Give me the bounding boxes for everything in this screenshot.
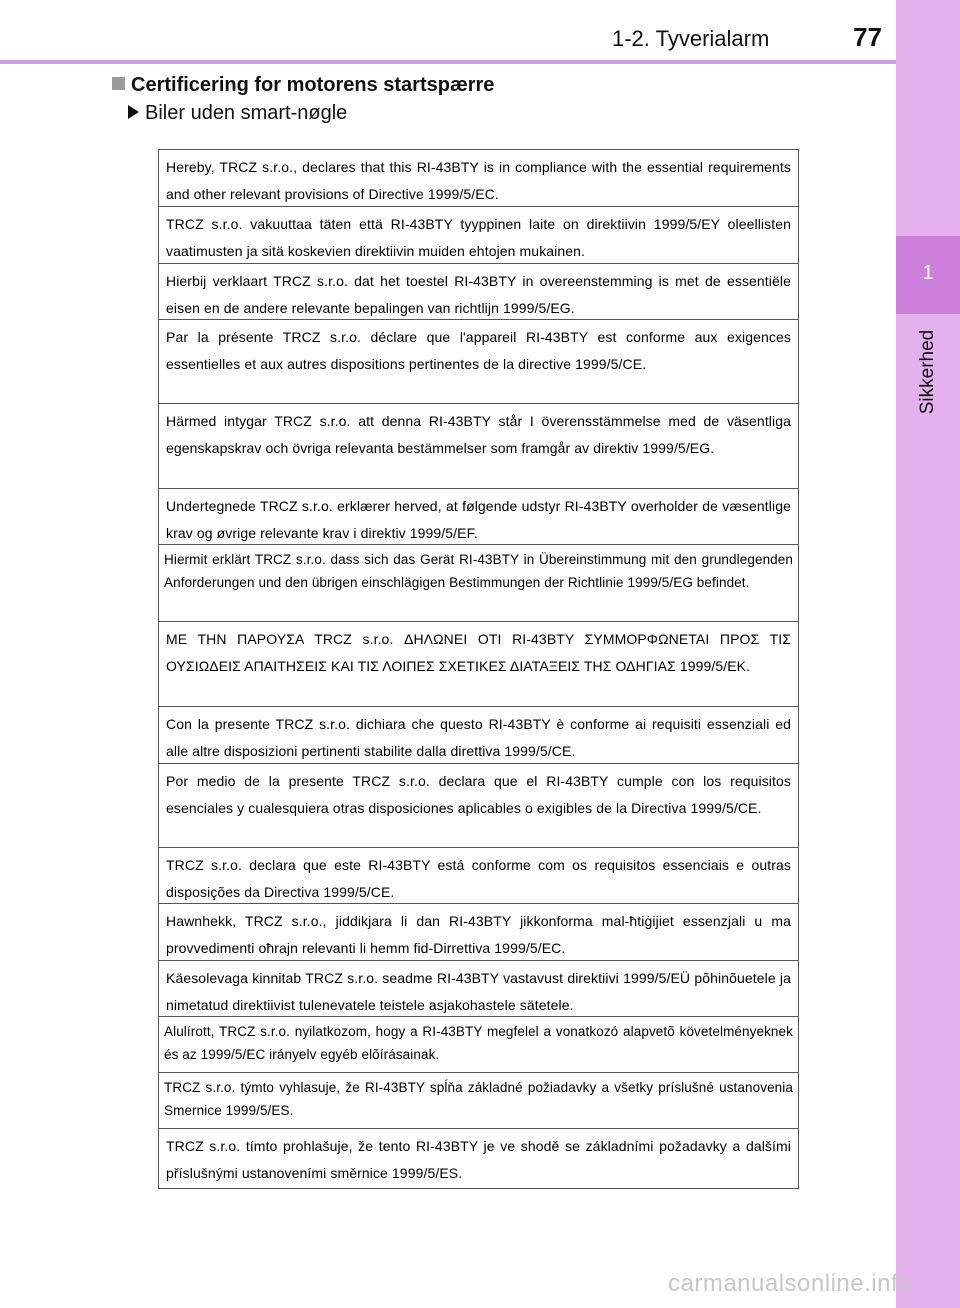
page-number: 77: [853, 22, 882, 52]
declaration-text: Hiermit erklärt TRCZ s.r.o. dass sich das Gerät RI-43BTY in Übereinstimmung mit den grundlegenden Anforderungen und den übrigen einschlägigen Bestimmungen der Richtlinie 1999/5/EG befindet.: [164, 552, 793, 590]
declaration-text: Undertegnede TRCZ s.r.o. erklærer herved, at følgende udstyr RI-43BTY overholder de væsentlige krav og øvrige relevante krav i direktiv 1999/5/EF.: [166, 498, 791, 541]
header-rule: [0, 60, 896, 64]
declaration-row-de: [159, 545, 798, 622]
declaration-row-da: [159, 489, 798, 545]
declaration-row-hu: [159, 1017, 798, 1073]
declaration-text: Par la présente TRCZ s.r.o. déclare que l'appareil RI-43BTY est conforme aux exigences essentielles et aux autres dispositions pertinentes de la directive 1999/5/CE.: [166, 329, 791, 372]
declaration-text: Hereby, TRCZ s.r.o., declares that this RI-43BTY is in compliance with the essential requirements and other relevant provisions of Directive 1999/5/EC.: [166, 159, 791, 202]
declaration-row-en: [159, 150, 798, 207]
declaration-text: TRCZ s.r.o. declara que este RI-43BTY está conforme com os requisitos essenciais e outras disposições da Directiva 1999/5/CE.: [166, 857, 791, 900]
section-heading-text: Certificering for motorens startspærre: [131, 74, 495, 96]
declaration-text: Por medio de la presente TRCZ s.r.o. declara que el RI-43BTY cumple con los requisitos esenciales y cualesquiera otras disposiciones aplicables o exigibles de la Directiva 1999/5/CE.: [166, 773, 791, 816]
section-heading: [112, 74, 494, 97]
declaration-text: Härmed intygar TRCZ s.r.o. att denna RI-43BTY står I överensstämmelse med de väsentliga egenskapskrav och övriga relevanta bestämmelser som framgår av direktiv 1999/5/EG.: [166, 413, 791, 456]
declaration-text: Hierbij verklaart TRCZ s.r.o. dat het toestel RI-43BTY in overeenstemming is met de essentiële eisen en de andere relevante bepalingen van richtlijn 1999/5/EG.: [166, 273, 791, 316]
declaration-text: ΜΕ ΤΗΝ ΠΑΡΟΥΣΑ TRCZ s.r.o. ΔΗΛΩΝΕΙ ΟΤΙ RI-43BTY ΣΥΜΜΟΡΦΩΝΕΤΑΙ ΠΡΟΣ ΤΙΣ ΟΥΣΙΩΔΕΙΣ ΑΠΑΙΤΗΣΕΙΣ ΚΑΙ ΤΙΣ ΛΟΙΠΕΣ ΣΧΕΤΙΚΕΣ ΔΙΑΤΑΞΕΙΣ ΤΗΣ ΟΔΗΓΙΑΣ 1999/5/ΕΚ.: [166, 631, 791, 674]
chapter-tab-strip: [896, 0, 960, 1308]
declaration-row-es: [159, 764, 798, 848]
declaration-row-sk: [159, 1073, 798, 1129]
section-title: 1-2. Tyverialarm: [612, 26, 770, 51]
declaration-text: TRCZ s.r.o. týmto vyhlasuje, že RI-43BTY spĺňa základné požiadavky a všetky príslušné ustanovenia Smernice 1999/5/ES.: [164, 1080, 793, 1118]
declaration-text: Käesolevaga kinnitab TRCZ s.r.o. seadme RI-43BTY vastavust direktiivi 1999/5/EÜ põhinõuetele ja nimetatud direktiivist tulenevatele teistele asjakohastele sätetele.: [166, 970, 791, 1013]
watermark: carmanualsonline.info: [668, 1270, 912, 1297]
declaration-row-sv: [159, 404, 798, 489]
declaration-row-nl: [159, 264, 798, 320]
subsection-heading-text: Biler uden smart-nøgle: [145, 102, 348, 124]
square-bullet-icon: [112, 77, 125, 90]
declaration-row-it: [159, 707, 798, 764]
declaration-row-et: [159, 961, 798, 1017]
chapter-label: Sikkerhed: [917, 329, 938, 415]
declaration-text: TRCZ s.r.o. vakuuttaa täten että RI-43BTY tyyppinen laite on direktiivin 1999/5/EY oleellisten vaatimusten ja sitä koskevien direktiivin muiden ehtojen mukainen.: [166, 216, 791, 259]
declaration-row-fr: [159, 320, 798, 404]
declaration-text: Con la presente TRCZ s.r.o. dichiara che questo RI-43BTY è conforme ai requisiti essenziali ed alle altre disposizioni pertinenti stabilite dalla direttiva 1999/5/CE.: [166, 716, 791, 759]
subsection-heading: [128, 102, 347, 125]
triangle-bullet-icon: [128, 105, 139, 119]
declaration-row-fi: [159, 207, 798, 264]
declarations-table: [158, 149, 799, 1189]
declaration-row-cs: [159, 1129, 798, 1188]
chapter-number: 1: [922, 262, 934, 284]
declaration-text: Alulírott, TRCZ s.r.o. nyilatkozom, hogy a RI-43BTY megfelel a vonatkozó alapvetõ követelményeknek és az 1999/5/EC irányelv egyéb elõírásainak.: [164, 1024, 793, 1062]
declaration-text: TRCZ s.r.o. tímto prohlašuje, že tento RI-43BTY je ve shodě se základními požadavky a dalšími příslušnými ustanoveními směrnice 1999/5/ES.: [166, 1138, 791, 1181]
declaration-text: Hawnhekk, TRCZ s.r.o., jiddikjara li dan RI-43BTY jikkonforma mal-ħtiġijiet essenzjali u ma provvedimenti oħrajn relevanti li hemm fid-Dirrettiva 1999/5/EC.: [166, 913, 791, 956]
declaration-row-el: [159, 622, 798, 707]
declaration-row-mt: [159, 904, 798, 961]
declaration-row-pt: [159, 848, 798, 904]
